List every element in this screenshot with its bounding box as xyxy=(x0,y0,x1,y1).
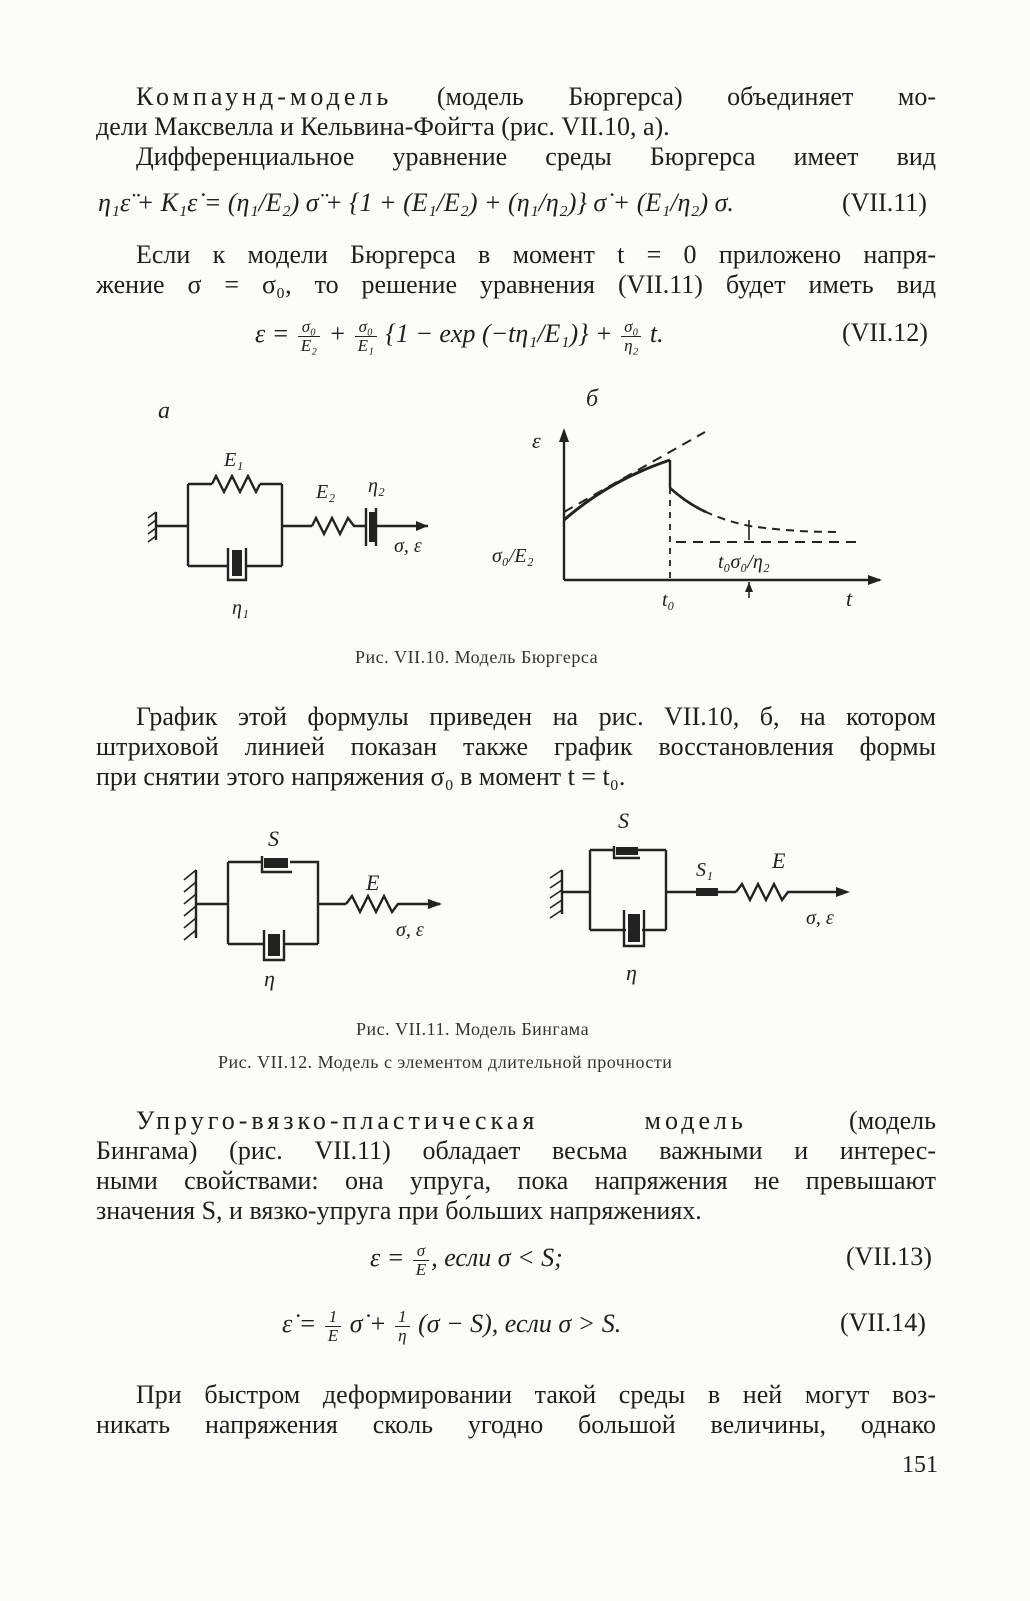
figure-vii-12-caption: Рис. VII.12. Модель с элементом длительной прочности xyxy=(218,1052,673,1072)
paragraph-4-line-2: Бингама) (рис. VII.11) обладает весьма важными и интерес- xyxy=(96,1136,936,1165)
fig12-label-s: S xyxy=(618,810,629,833)
eq12-frac1-num: σ₀ xyxy=(298,318,320,337)
fig10a-label-eta1: η₁ xyxy=(232,597,249,619)
fig12-label-eta: η xyxy=(626,960,637,985)
eq14-lhs: ε̇ = xyxy=(282,1309,317,1338)
paragraph-4-line-1 xyxy=(136,1106,936,1136)
equation-vii-13 xyxy=(370,1236,563,1280)
paragraph-3-line-1: График этой формулы приведен на рис. VII.10, б, на котором xyxy=(136,702,936,731)
paragraph-3-line-3: при снятии этого напряжения σ₀ в момент t = t₀. xyxy=(96,762,626,791)
fig10-label-b: б xyxy=(586,386,599,412)
equation-number-vii-14: (VII.14) xyxy=(840,1308,926,1337)
fig11-force-arrow xyxy=(428,899,442,909)
equation-vii-12 xyxy=(255,312,664,356)
fig10a-spring-e1 xyxy=(212,476,260,492)
eq14-mid: σ̇ + xyxy=(349,1309,387,1338)
fig11-label-eta: η xyxy=(264,966,275,991)
eq14-frac2-num: 1 xyxy=(395,1308,410,1327)
fig10a-force-arrow xyxy=(416,521,428,531)
fig11-label-e: E xyxy=(366,870,380,895)
fig10b-label-t0sigma0-eta2: t₀σ₀/η₂ xyxy=(718,551,770,573)
eq13-den: E xyxy=(415,1259,427,1279)
fig10b-recovery-curve xyxy=(670,488,840,532)
fig10a-spring-e2 xyxy=(312,518,366,534)
paragraph-2-line-2: жение σ = σ₀, то решение уравнения (VII.11) будет иметь вид xyxy=(96,270,936,299)
paragraph-1-line-1-rest: (модель Бюргерса) объединяет мо- xyxy=(392,82,936,111)
equation-number-vii-12: (VII.12) xyxy=(842,318,928,347)
eq14-frac2-den: η xyxy=(398,1325,407,1345)
figures-vii-11-vii-12 xyxy=(170,810,890,1000)
eq14-condition: (σ − S), если σ > S. xyxy=(418,1309,622,1338)
fig12-label-sigma-eps: σ, ε xyxy=(806,907,834,929)
eq12-plus: + xyxy=(328,319,347,348)
paragraph-1-line-2: дели Максвелла и Кельвина-Фойгта (рис. VII.10, а). xyxy=(96,112,670,141)
equation-vii-14 xyxy=(282,1302,621,1346)
paragraph-1-line-1 xyxy=(136,82,936,112)
fig10b-label-eps: ε xyxy=(532,428,541,453)
fig10a-label-e2: E₂ xyxy=(316,481,336,503)
paragraph-4-line-4: значения S, и вязко-упруга при бо́льших напряжениях. xyxy=(96,1196,702,1225)
page-number: 151 xyxy=(902,1452,938,1478)
eq13-num: σ xyxy=(413,1242,429,1261)
paragraph-4-line-1-rest: (модель xyxy=(746,1106,936,1135)
eq12-frac1-den: E₂ xyxy=(300,335,318,355)
eq13-condition: , если σ < S; xyxy=(431,1243,563,1272)
eq12-frac3-num: σ₀ xyxy=(621,318,641,337)
fig10b-label-t0: t₀ xyxy=(662,589,675,611)
eq12-lhs: ε = xyxy=(255,319,290,348)
eq14-frac1-num: 1 xyxy=(325,1308,341,1327)
fig10b-creep-curve xyxy=(564,460,670,520)
fig11-label-sigma-eps: σ, ε xyxy=(396,919,424,941)
term-bingham-model: Упруго-вязко-пластическая модель xyxy=(136,1106,747,1135)
paragraph-5-line-2: никать напряжения сколь угодно большой величины, однако xyxy=(96,1410,936,1439)
equation-vii-11: η₁ε̈ + K₁ε̇ = (η₁/E₂) σ̈ + {1 + (E₁/E₂) + (η₁/η₂)} σ̇ + (E₁/η₂) σ. xyxy=(98,188,734,217)
fig10a-label-e1: E₁ xyxy=(224,449,244,471)
eq12-mid: {1 − exp (−tη₁/E₁)} + xyxy=(385,319,613,348)
paragraph-5-line-1: При быстром деформировании такой среды в ней могут воз- xyxy=(136,1380,936,1409)
fig10b-label-t: t xyxy=(846,586,853,611)
fig11-spring-e xyxy=(346,896,440,912)
figure-vii-11-caption: Рис. VII.11. Модель Бингама xyxy=(356,1019,590,1039)
paragraph-4-line-3: ными свойствами: она упруга, пока напряжения не превышают xyxy=(96,1166,936,1195)
eq12-tail: t. xyxy=(649,319,664,348)
fig11-label-s: S xyxy=(268,826,279,851)
fig12-spring-e xyxy=(736,884,846,900)
fig11-frame xyxy=(228,862,318,944)
fig10a-label-sigma-eps: σ, ε xyxy=(394,535,422,557)
paragraph-2-line-1: Если к модели Бюргерса в момент t = 0 приложено напря- xyxy=(136,240,936,269)
fig12-element-s1 xyxy=(696,888,718,896)
equation-number-vii-13: (VII.13) xyxy=(846,1242,932,1271)
eq13-lhs: ε = xyxy=(370,1243,405,1272)
paragraph-1-line-3: Дифференциальное уравнение среды Бюргерса имеет вид xyxy=(136,142,936,171)
eq14-frac1-den: E xyxy=(327,1325,339,1345)
figure-vii-10-caption: Рис. VII.10. Модель Бюргерса xyxy=(355,647,599,667)
paragraph-3-line-2: штриховой линией показан также график восстановления формы xyxy=(96,732,936,761)
eq12-frac2-den: E₁ xyxy=(357,335,374,355)
fig10-label-a: a xyxy=(158,398,170,424)
eq12-frac3-den: η₂ xyxy=(624,335,639,355)
equation-number-vii-11: (VII.11) xyxy=(842,188,927,217)
eq12-frac2-num: σ₀ xyxy=(355,318,377,337)
fig12-label-e: E xyxy=(772,848,786,873)
figure-vii-10 xyxy=(140,380,900,640)
fig12-label-s1: S₁ xyxy=(696,859,713,881)
term-compound-model: Компаунд-модель xyxy=(136,82,393,111)
fig12-force-arrow xyxy=(836,887,850,897)
fig10b-label-sigma0-e2: σ₀/E₂ xyxy=(492,545,534,567)
fig10a-label-eta2: η₂ xyxy=(368,475,385,497)
